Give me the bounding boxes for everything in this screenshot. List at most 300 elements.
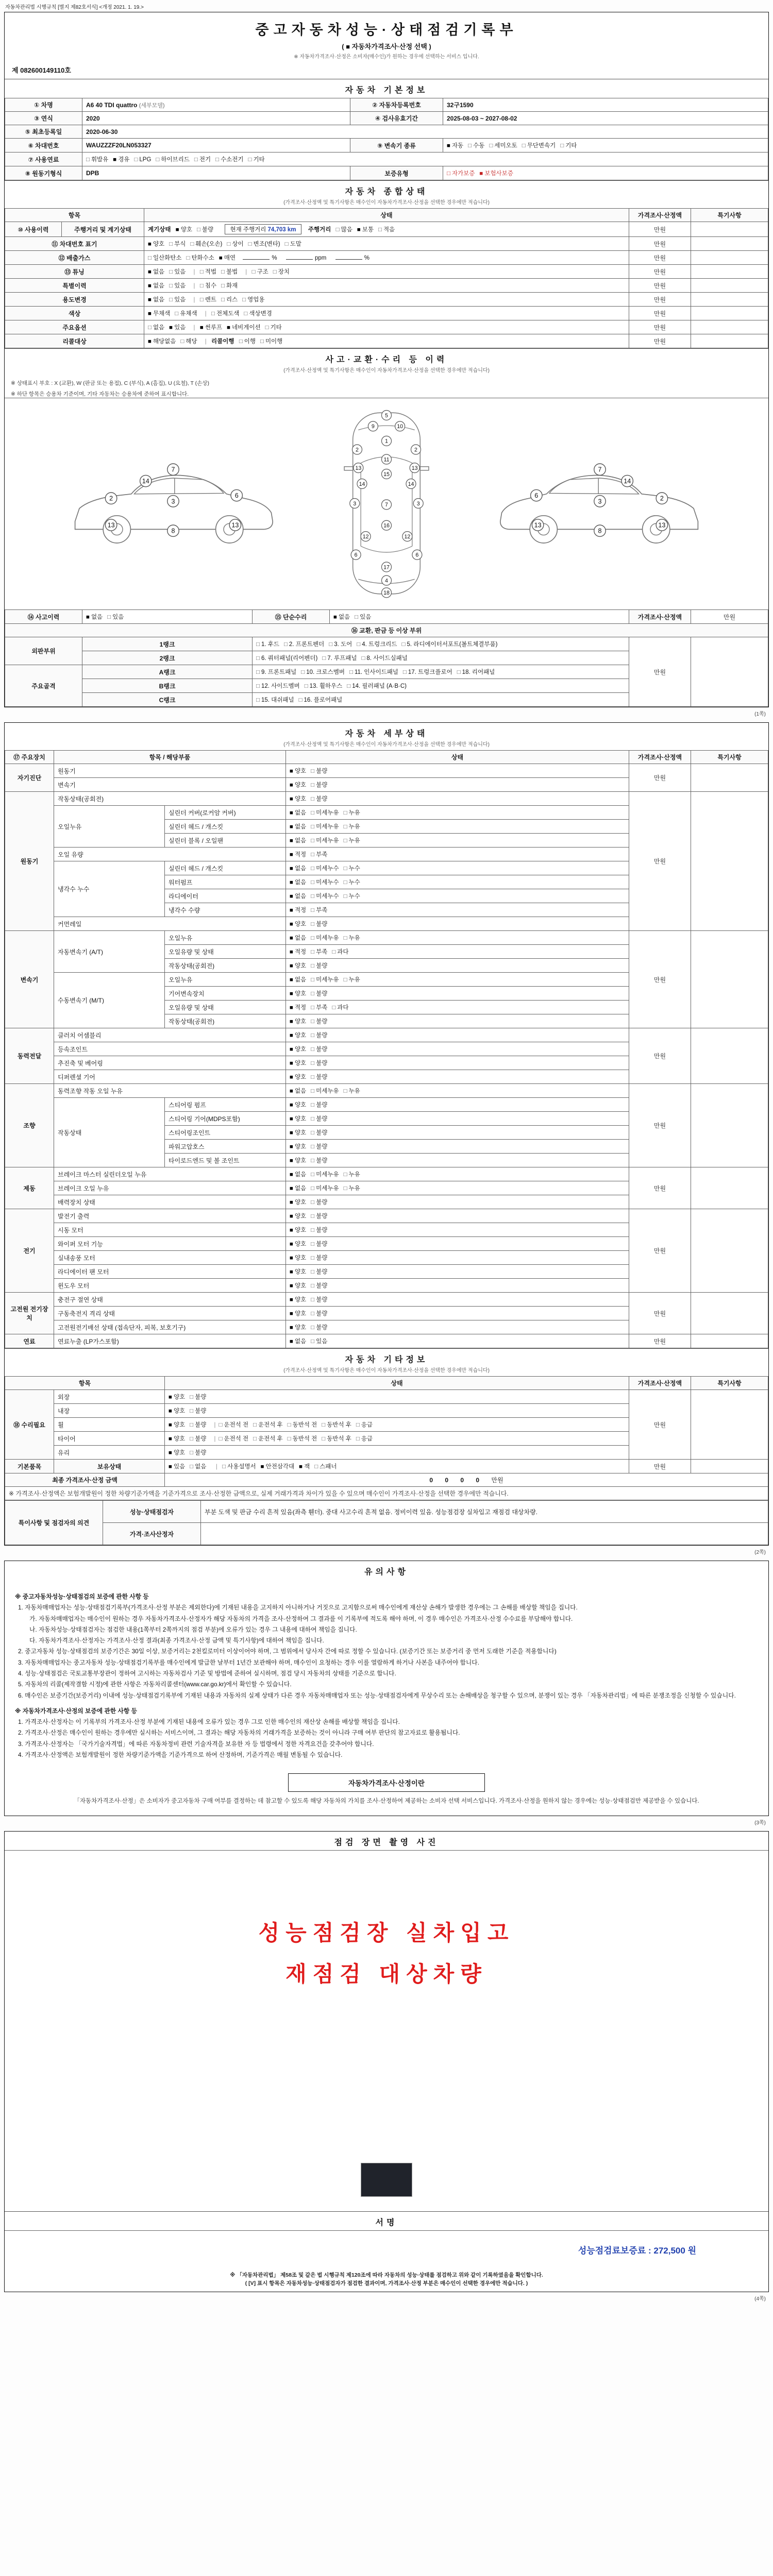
checkbox-경유[interactable]: [113, 155, 129, 163]
checkbox-box: □: [311, 1311, 315, 1317]
detail-item-label: 고전원전기배선 상태 (접속단자, 피복, 보호기구): [54, 1320, 286, 1334]
detail-header-row: [5, 751, 768, 764]
checkbox-미세누유[interactable]: [311, 822, 339, 831]
checkbox-적법[interactable]: [200, 267, 216, 276]
detail-state-cell: [286, 1293, 629, 1307]
checkbox-15. 대쉬패널[interactable]: [256, 696, 294, 704]
checkbox-미세누수[interactable]: [311, 864, 339, 872]
checkbox-있음[interactable]: [355, 613, 371, 621]
checkbox-양호[interactable]: [290, 1100, 306, 1109]
checkbox-label: 영업용: [247, 297, 265, 303]
checkbox-불량[interactable]: [190, 1406, 206, 1415]
checkbox-13. 휠하우스[interactable]: [305, 682, 343, 690]
checkbox-불량[interactable]: [311, 767, 327, 775]
checkbox-무채색[interactable]: [148, 309, 170, 317]
checkbox-box: □: [311, 852, 315, 858]
detail-item-label: 변속기: [54, 778, 286, 792]
checkbox-box: ■: [290, 977, 293, 983]
checkbox-불량[interactable]: [311, 1156, 327, 1164]
diagram-part-number-14: [140, 475, 152, 486]
etc-row: [5, 1390, 768, 1404]
checkbox-부족[interactable]: [311, 947, 327, 956]
checkbox-기타[interactable]: [265, 323, 282, 331]
checkbox-안전삼각대[interactable]: [261, 1462, 295, 1470]
checkbox-불량[interactable]: [311, 1128, 327, 1137]
checkbox-이행[interactable]: [239, 337, 256, 345]
checkbox-자동[interactable]: [447, 141, 463, 149]
checkbox-label: 18. 리어패널: [462, 669, 495, 675]
checkbox-미세누유[interactable]: [311, 975, 339, 984]
checkbox-양호[interactable]: [169, 1420, 185, 1429]
checkbox-불량[interactable]: [311, 794, 327, 803]
checkbox-불량[interactable]: [311, 1031, 327, 1039]
checkbox-누유[interactable]: [344, 1170, 360, 1178]
checkbox-불량[interactable]: [311, 1281, 327, 1290]
detail-state-cell: [286, 1140, 629, 1154]
checkbox-있음[interactable]: [169, 281, 186, 290]
checkbox-양호[interactable]: [148, 240, 164, 248]
checkbox-label: 양호: [153, 241, 165, 247]
checkbox-부족[interactable]: [311, 850, 327, 858]
checkbox-상이[interactable]: [227, 240, 243, 248]
checkbox-9. 프론트패널[interactable]: [256, 668, 296, 676]
svg-text:2: 2: [414, 447, 417, 453]
footnote-1: ※ 「자동차관리법」 제58조 및 같은 법 시행규칙 제120조에 따라 자동차의 성능·상태를 점검하고 위와 같이 기록하였음을 확인합니다.: [230, 2272, 543, 2278]
checkbox-하이브리드[interactable]: [156, 155, 190, 163]
checkbox-해당없음[interactable]: [148, 337, 176, 345]
checkbox-불량[interactable]: [311, 1100, 327, 1109]
checkbox-불량[interactable]: [311, 1045, 327, 1053]
checkbox-2. 프론트펜더[interactable]: [284, 640, 324, 648]
checkbox-label: 운전석 전: [224, 1422, 249, 1428]
checkbox-box: □: [190, 241, 194, 247]
checkbox-도말[interactable]: [285, 240, 301, 248]
checkbox-18. 리어패널[interactable]: [457, 668, 495, 676]
checkbox-불량[interactable]: [311, 1309, 327, 1317]
checkbox-누수[interactable]: [344, 864, 360, 872]
checkbox-box: □: [134, 157, 138, 163]
checkbox-14. 필러패널 (A·B·C)[interactable]: [347, 682, 407, 690]
checkbox-불량[interactable]: [311, 1226, 327, 1234]
checkbox-불량[interactable]: [311, 1017, 327, 1025]
document-header: [5, 12, 768, 79]
checkbox-세미오토[interactable]: [489, 141, 517, 149]
checkbox-양호[interactable]: [290, 920, 306, 928]
checkbox-양호[interactable]: [290, 1281, 306, 1290]
checkbox-불법[interactable]: [221, 267, 238, 276]
checkbox-불량[interactable]: [311, 1198, 327, 1206]
checkbox-잭[interactable]: [299, 1462, 310, 1470]
page-marker-4: (4쪽): [754, 2296, 766, 2302]
checkbox-일산화탄소[interactable]: [148, 253, 182, 262]
checkbox-양호[interactable]: [290, 794, 306, 803]
checkbox-양호[interactable]: [290, 1295, 306, 1303]
checkbox-리스[interactable]: [221, 295, 238, 303]
checkbox-label: 양호: [173, 1450, 186, 1456]
odometer-options: [176, 226, 218, 233]
section-subtitle-overall: (가격조사·산정액 및 특기사항은 매수인이 자동차가격조사·산정을 선택한 경우에만 적습니다): [283, 200, 490, 206]
price-survey-definition-text: 「자동차가격조사·산정」은 소비자가 중고자동차 구매 여부를 결정하는 데 참고할 수 있도록 해당 자동차의 가치를 조사·산정하여 제공하는 소비자 선택 서비스입니다. 가격조사·산정을 원하지 않는 경우에는 성능·상태점검만 제공받을 수 있습니다.: [74, 1798, 699, 1805]
checkbox-box: □: [196, 227, 200, 233]
checkbox-누유[interactable]: [344, 822, 360, 831]
notice-line: 3. 가격조사·산정자는 「국가기술자격법」에 따른 자동차정비 관련 기술자격을 보유한 자 등 법령에서 정한 자격요건을 갖추어야 합니다.: [18, 1740, 374, 1748]
checkbox-4. 트렁크리드[interactable]: [357, 640, 397, 648]
checkbox-7. 루프패널[interactable]: [322, 654, 357, 662]
checkbox-침수[interactable]: [200, 281, 216, 290]
etc-col-note: 특기사항: [691, 1377, 768, 1390]
checkbox-없음[interactable]: [290, 1184, 306, 1192]
checkbox-없음[interactable]: [148, 323, 164, 331]
checkbox-box: □: [311, 1102, 315, 1108]
checkbox-있음[interactable]: [169, 295, 186, 303]
checkbox-미세누유[interactable]: [311, 1087, 339, 1095]
detail-state-cell: [286, 1070, 629, 1084]
car-name-value: [82, 98, 350, 112]
checkbox-box: □: [329, 641, 333, 648]
checkbox-유채색[interactable]: [175, 309, 197, 317]
checkbox-적정[interactable]: [290, 1003, 306, 1011]
checkbox-양호[interactable]: [169, 1434, 185, 1443]
checkbox-양호[interactable]: [290, 767, 306, 775]
checkbox-6. 쿼터패널(리어펜더)[interactable]: [256, 654, 317, 662]
checkbox-누수[interactable]: [344, 892, 360, 900]
checkbox-미세누유[interactable]: [311, 1184, 339, 1192]
checkbox-적정[interactable]: [290, 850, 306, 858]
detail-state-cell: [286, 875, 629, 889]
checkbox-영업용[interactable]: [242, 295, 264, 303]
checkbox-동반석 전[interactable]: [288, 1434, 317, 1443]
checkbox-불량[interactable]: [190, 1448, 206, 1456]
checkbox-불량[interactable]: [311, 961, 327, 970]
checkbox-미세누유[interactable]: [311, 808, 339, 817]
section-title-overall: 자동차 종합상태: [345, 188, 428, 196]
checkbox-없음[interactable]: [148, 295, 164, 303]
checkbox-누유[interactable]: [344, 1184, 360, 1192]
checkbox-수소전기[interactable]: [215, 155, 243, 163]
checkbox-없음[interactable]: [290, 975, 306, 984]
checkbox-8. 사이드실패널[interactable]: [361, 654, 407, 662]
checkbox-양호[interactable]: [290, 1198, 306, 1206]
checkbox-box: □: [355, 614, 359, 620]
detail-state-cell: [286, 1126, 629, 1140]
checkbox-응급[interactable]: [356, 1434, 373, 1443]
checkbox-운전석 후[interactable]: [253, 1434, 283, 1443]
checkbox-양호[interactable]: [290, 1142, 306, 1150]
checkbox-변조(변타)[interactable]: [248, 240, 280, 248]
price-cell: 만원: [629, 334, 691, 348]
checkbox-label: 1. 후드: [261, 641, 279, 648]
checkbox-응급[interactable]: [356, 1420, 373, 1429]
inspection-label: ④ 검사유효기간: [350, 112, 443, 125]
checkbox-없음[interactable]: [290, 934, 306, 942]
recall-label: 리콜대상: [5, 334, 144, 348]
mileage-state-cell: [144, 222, 629, 237]
checkbox-label: 없음: [153, 297, 165, 303]
checkbox-label: 없음: [294, 1185, 307, 1192]
checkbox-양호[interactable]: [290, 1017, 306, 1025]
checkbox-label: 렌트: [205, 297, 216, 303]
rank2-label: 2랭크: [82, 651, 253, 665]
checkbox-없음[interactable]: [290, 808, 306, 817]
checkbox-양호[interactable]: [290, 1114, 306, 1123]
checkbox-있음[interactable]: [107, 613, 124, 621]
checkbox-없음[interactable]: [290, 1087, 306, 1095]
checkbox-불량[interactable]: [311, 1295, 327, 1303]
checkbox-부족[interactable]: [311, 906, 327, 914]
detail-state-cell: [286, 1154, 629, 1167]
checkbox-양호[interactable]: [176, 225, 192, 233]
checkbox-16. 플로어패널[interactable]: [299, 696, 343, 704]
checkbox-전기[interactable]: [194, 155, 211, 163]
checkbox-11. 인사이드패널[interactable]: [349, 668, 398, 676]
checkbox-누유[interactable]: [344, 808, 360, 817]
checkbox-운전석 후[interactable]: [253, 1420, 283, 1429]
checkbox-불량[interactable]: [311, 1267, 327, 1276]
detail-state-cell: [286, 820, 629, 834]
detail-part-label: 타이로드엔드 및 볼 조인트: [165, 1154, 286, 1167]
checkbox-불량[interactable]: [311, 1059, 327, 1067]
checkbox-사용설명서[interactable]: [222, 1462, 256, 1470]
checkbox-양호[interactable]: [290, 1323, 306, 1331]
checkbox-과다[interactable]: [332, 1003, 348, 1011]
checkbox-불량[interactable]: [311, 1073, 327, 1081]
checkbox-미이행[interactable]: [260, 337, 282, 345]
checkbox-box: □: [287, 1436, 291, 1442]
checkbox-무단변속기[interactable]: [522, 141, 556, 149]
checkbox-부족[interactable]: [311, 1003, 327, 1011]
overall-row-vin-mark: [5, 237, 768, 251]
checkbox-보험사보증[interactable]: [479, 169, 513, 177]
checkbox-양호[interactable]: [290, 1045, 306, 1053]
checkbox-불량[interactable]: [311, 1142, 327, 1150]
checkbox-label: 없음: [294, 1338, 307, 1345]
final-price-value: 0 0 0 0: [429, 1477, 485, 1484]
checkbox-화재[interactable]: [221, 281, 238, 290]
checkbox-label: 10. 크로스멤버: [306, 669, 345, 675]
checkbox-10. 크로스멤버[interactable]: [301, 668, 345, 676]
checkbox-양호[interactable]: [290, 961, 306, 970]
checkbox-불량[interactable]: [311, 1253, 327, 1262]
checkbox-탄화수소[interactable]: [187, 253, 214, 262]
checkbox-없음[interactable]: [148, 281, 164, 290]
checkbox-동반석 후[interactable]: [322, 1420, 351, 1429]
checkbox-12. 사이드멤버[interactable]: [256, 682, 300, 690]
checkbox-적음[interactable]: [378, 225, 395, 233]
detail-part-label: 스티어링조인트: [165, 1126, 286, 1140]
checkbox-운전석 전[interactable]: [219, 1420, 248, 1429]
checkbox-보통[interactable]: [357, 225, 374, 233]
checkbox-양호[interactable]: [290, 1226, 306, 1234]
checkbox-1. 후드[interactable]: [256, 640, 279, 648]
checkbox-label: 미세누유: [316, 935, 339, 941]
checkbox-누수[interactable]: [344, 878, 360, 886]
checkbox-없음[interactable]: [290, 864, 306, 872]
checkbox-양호[interactable]: [290, 1156, 306, 1164]
checkbox-불량[interactable]: [190, 1393, 206, 1401]
checkbox-있음[interactable]: [311, 1337, 327, 1345]
checkbox-전체도색[interactable]: [211, 309, 239, 317]
car-top-view-diagram: [338, 405, 435, 601]
checkbox-동반석 후[interactable]: [322, 1434, 351, 1443]
checkbox-box: ■: [290, 921, 293, 927]
checkbox-label: 양호: [294, 1213, 307, 1219]
detail-part-label: 워터펌프: [165, 875, 286, 889]
checkbox-양호[interactable]: [290, 1128, 306, 1137]
checkbox-label: 불량: [316, 1019, 328, 1025]
checkbox-17. 트렁크플로어[interactable]: [403, 668, 452, 676]
price-cell: 만원: [629, 237, 691, 251]
checkbox-box: □: [311, 1019, 315, 1025]
checkbox-없음[interactable]: [148, 267, 164, 276]
checkbox-불량[interactable]: [311, 1114, 327, 1123]
checkbox-5. 라디에이터서포트(볼트체결부품)[interactable]: [402, 640, 498, 648]
checkbox-누유[interactable]: [344, 975, 360, 984]
checkbox-label: 7. 루프패널: [327, 655, 357, 662]
checkbox-운전석 전[interactable]: [219, 1434, 248, 1443]
checkbox-양호[interactable]: [290, 1031, 306, 1039]
checkbox-있음[interactable]: [169, 267, 186, 276]
checkbox-없음[interactable]: [290, 1337, 306, 1345]
checkbox-양호[interactable]: [169, 1393, 185, 1401]
notice-line: 3. 자동차매매업자는 중고자동차 성능·상태점검기록부를 매수인에게 발급한 날부터 1년간 보관해야 하며, 매수인이 요청하는 경우 이를 열람하게 하거나 사본을 내주어야 합니다.: [18, 1658, 479, 1666]
checkbox-label: 리스: [226, 297, 238, 303]
option-options: [148, 324, 190, 331]
checkbox-box: ■: [290, 1116, 293, 1122]
checkbox-불량[interactable]: [311, 781, 327, 789]
checkbox-있음[interactable]: [169, 323, 186, 331]
checkbox-3. 도어[interactable]: [329, 640, 352, 648]
checkbox-미세누유[interactable]: [311, 1170, 339, 1178]
checkbox-불량[interactable]: [311, 989, 327, 997]
checkbox-label: 12. 사이드멤버: [261, 683, 300, 689]
checkbox-없음[interactable]: [86, 613, 103, 621]
checkbox-양호[interactable]: [290, 1059, 306, 1067]
checkbox-누유[interactable]: [344, 934, 360, 942]
final-price-value-cell: [165, 1473, 768, 1487]
device-group-label: 연료: [5, 1334, 54, 1348]
checkbox-없음[interactable]: [290, 878, 306, 886]
exchange-panel-label: ⑯ 교환, 판금 등 이상 부위: [5, 624, 768, 637]
checkbox-box: □: [522, 143, 526, 149]
checkbox-불량[interactable]: [311, 1240, 327, 1248]
checkbox-동반석 전[interactable]: [288, 1420, 317, 1429]
checkbox-양호[interactable]: [290, 1212, 306, 1220]
checkbox-양호[interactable]: [290, 1240, 306, 1248]
detail-part-label: 오일유량 및 상태: [165, 945, 286, 959]
checkbox-box: □: [304, 683, 308, 689]
separator: |: [205, 310, 207, 317]
checkbox-양호[interactable]: [290, 781, 306, 789]
checkbox-없음[interactable]: [290, 822, 306, 831]
checkbox-수동[interactable]: [468, 141, 484, 149]
checkbox-box: □: [343, 935, 347, 941]
note-cell: [691, 1028, 768, 1084]
overall-header-row: [5, 209, 768, 222]
checkbox-label: 없음: [195, 1464, 207, 1470]
checkbox-장치[interactable]: [273, 267, 290, 276]
checkbox-많음[interactable]: [336, 225, 352, 233]
checkbox-과다[interactable]: [332, 947, 348, 956]
checkbox-양호[interactable]: [290, 989, 306, 997]
svg-text:14: 14: [408, 481, 414, 487]
car-side-right-diagram: [492, 456, 708, 550]
checkbox-해당[interactable]: [180, 337, 197, 345]
checkbox-불량[interactable]: [311, 1323, 327, 1331]
checkbox-box: ■: [290, 1102, 293, 1108]
checkbox-label: 13. 휠하우스: [309, 683, 343, 689]
checkbox-box: ■: [169, 1422, 172, 1428]
fuel-label: ⑦ 사용연료: [5, 152, 82, 166]
checkbox-없음[interactable]: [190, 1462, 206, 1470]
checkbox-휘발유[interactable]: [86, 155, 108, 163]
checkbox-box: ■: [290, 1074, 293, 1080]
checkbox-LPG[interactable]: [134, 157, 151, 163]
checkbox-양호[interactable]: [169, 1406, 185, 1415]
svg-text:2: 2: [660, 495, 664, 502]
checkbox-누유[interactable]: [344, 1087, 360, 1095]
checkbox-미세누유[interactable]: [311, 934, 339, 942]
checkbox-없음[interactable]: [290, 892, 306, 900]
checkbox-매연[interactable]: [219, 253, 236, 262]
checkbox-자가보증[interactable]: [447, 169, 475, 177]
checkbox-미세누수[interactable]: [311, 892, 339, 900]
checkbox-없음[interactable]: [333, 613, 350, 621]
checkbox-미세누수[interactable]: [311, 878, 339, 886]
checkbox-부식[interactable]: [169, 240, 186, 248]
checkbox-불량[interactable]: [190, 1420, 206, 1429]
checkbox-스패너[interactable]: [314, 1462, 337, 1470]
checkbox-렌트[interactable]: [200, 295, 216, 303]
usage-change-options: [148, 296, 190, 303]
detail-item-label: 디퍼렌셜 기어: [54, 1070, 286, 1084]
checkbox-box: □: [148, 255, 152, 261]
checkbox-label: 누유: [348, 935, 360, 941]
detail-state-cell: [286, 987, 629, 1001]
tuning-label: ⑬ 튜닝: [5, 265, 144, 279]
checkbox-불량[interactable]: [311, 1212, 327, 1220]
checkbox-양호[interactable]: [290, 1253, 306, 1262]
checkbox-누유[interactable]: [344, 836, 360, 844]
checkbox-네비게이션[interactable]: [227, 323, 261, 331]
checkbox-불량[interactable]: [190, 1434, 206, 1443]
checkbox-있음[interactable]: [169, 1462, 185, 1470]
checkbox-box: □: [248, 241, 252, 247]
notice-line: 다. 자동차가격조사·산정자는 가격조사·산정 결과(최종 가격조사·산정 금액 및 특기사항)에 대하여 책임을 집니다.: [29, 1637, 324, 1645]
checkbox-적정[interactable]: [290, 906, 306, 914]
checkbox-없음[interactable]: [290, 1170, 306, 1178]
checkbox-box: ■: [290, 1325, 293, 1331]
checkbox-색상변경[interactable]: [244, 309, 272, 317]
detail-part-label: 실린더 헤드 / 개스킷: [165, 820, 286, 834]
checkbox-양호[interactable]: [290, 1267, 306, 1276]
checkbox-box: ■: [357, 227, 361, 233]
checkbox-불량[interactable]: [311, 920, 327, 928]
checkbox-양호[interactable]: [290, 1309, 306, 1317]
checkbox-불량[interactable]: [197, 225, 213, 233]
checkbox-box: ■: [290, 893, 293, 900]
checkbox-미세누유[interactable]: [311, 836, 339, 844]
checkbox-썬루프[interactable]: [200, 323, 222, 331]
checkbox-구조[interactable]: [252, 267, 268, 276]
checkbox-훼손(오손)[interactable]: [190, 240, 222, 248]
checkbox-box: □: [311, 1032, 315, 1039]
checkbox-양호[interactable]: [169, 1448, 185, 1456]
checkbox-없음[interactable]: [290, 836, 306, 844]
checkbox-기타[interactable]: [560, 141, 577, 149]
checkbox-적정[interactable]: [290, 947, 306, 956]
checkbox-기타[interactable]: [248, 155, 264, 163]
checkbox-양호[interactable]: [290, 1073, 306, 1081]
